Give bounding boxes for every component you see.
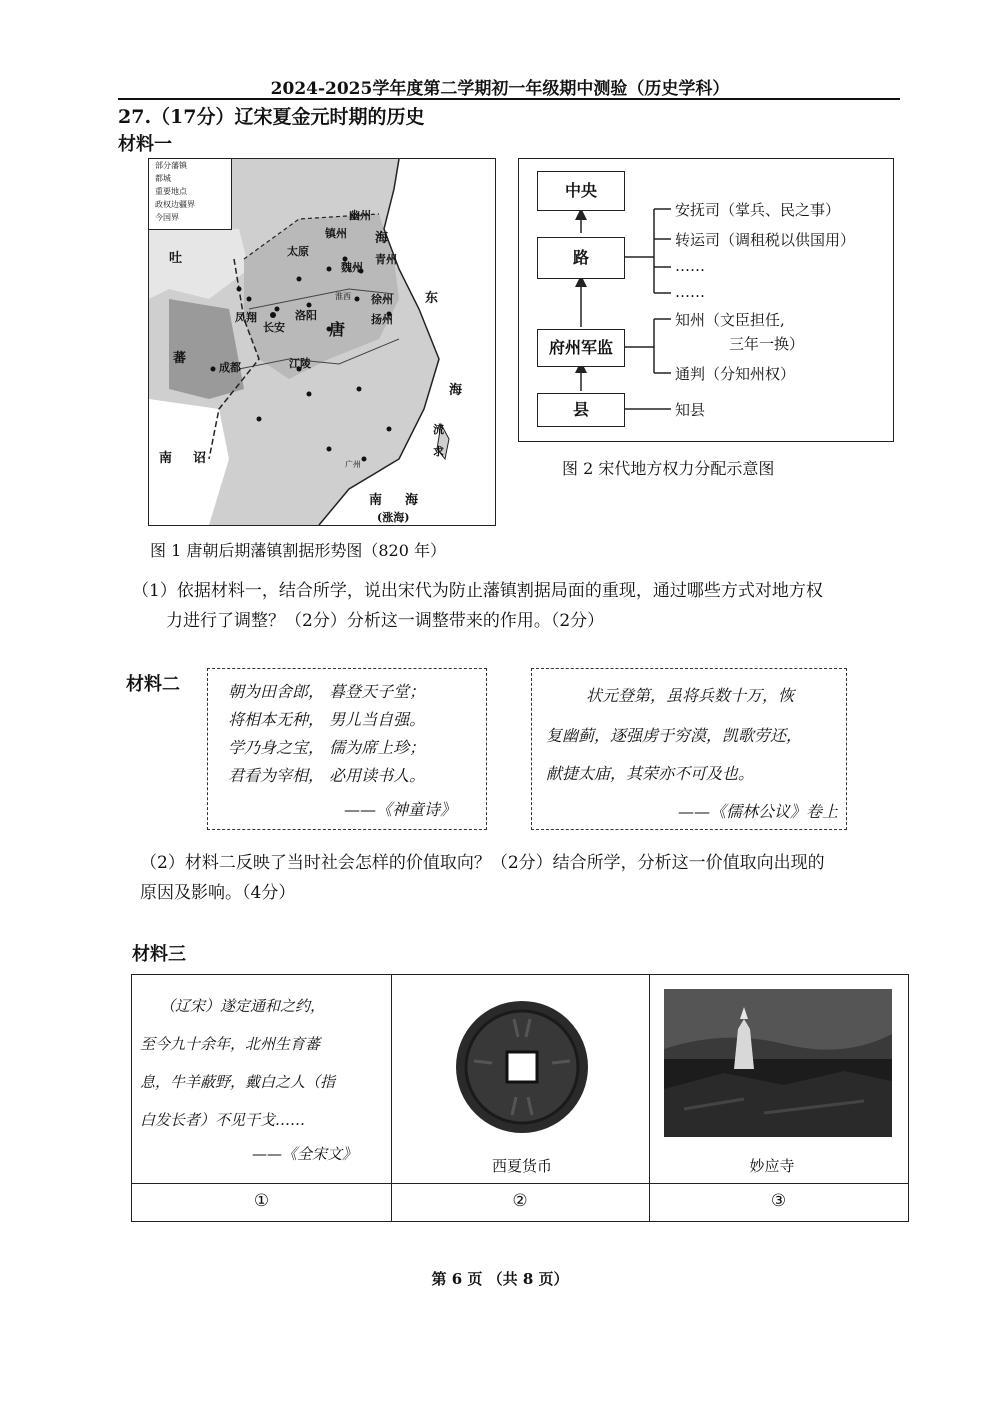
m3-text-line3: 息，牛羊蔽野，戴白之人（指 [140, 1073, 336, 1091]
prose-source: ——《儒林公议》卷上 [678, 802, 839, 821]
box-lu: 路 [537, 237, 625, 279]
prose-line-2: 复幽蓟，逐强虏于穷漠，凯歌劳还， [546, 726, 803, 745]
map-label-nan: 南 [159, 451, 173, 466]
question-title: 27.（17分）辽宋夏金元时期的历史 [118, 106, 425, 128]
map-label-dong: 东 [425, 291, 439, 306]
map-label-luoyang: 洛阳 [295, 309, 317, 322]
legend-didian: 重要地点 [155, 187, 187, 196]
table-row-divider [132, 1183, 908, 1184]
poem-box [207, 668, 487, 830]
lu-item-ellipsis1: …… [675, 257, 705, 275]
map-label-yangzhou: 扬州 [371, 313, 393, 326]
m3-text-line2: 至今九十余年，北州生育蕃 [140, 1035, 321, 1053]
map-label-liuqiu1: 流 [433, 423, 444, 436]
map-legend [149, 159, 232, 230]
map-label-youzhou: 幽州 [349, 209, 371, 222]
legend-ducheng: 都城 [155, 174, 171, 183]
num-1: ① [253, 1191, 270, 1211]
miaoying-temple-image [664, 989, 892, 1137]
material1-label: 材料一 [118, 134, 172, 155]
map-label-chengdu: 成都 [219, 361, 241, 374]
map-label-huaxi: 淮西 [335, 292, 351, 301]
table-divider-2 [649, 975, 650, 1221]
map-label-nanhai1: 南 [369, 493, 383, 508]
coin-caption: 西夏货币 [491, 1157, 552, 1175]
map-label-fengxiang: 凤翔 [235, 311, 257, 324]
xian-item-zhixian: 知县 [675, 401, 706, 419]
q1-line2: 力进行了调整？（2分）分析这一调整带来的作用。（2分） [166, 611, 605, 631]
map-label-zhenzhou: 镇州 [325, 227, 347, 240]
poem-line-1: 朝为田舍郎， 暮登天子堂； [228, 682, 426, 701]
q2-line1: （2）材料二反映了当时社会怎样的价值取向？（2分）结合所学，分析这一价值取向出现的 [140, 853, 825, 873]
table-divider-1 [391, 975, 392, 1221]
song-power-diagram [518, 158, 894, 442]
fu-item-zhizhou-cont: 三年一换） [729, 335, 805, 353]
material3-table [131, 974, 909, 1222]
m3-text-line4: 白发长者）不见干戈…… [140, 1111, 306, 1129]
map-label-qingzhou: 青州 [375, 253, 397, 266]
q1-line1: （1）依据材料一，结合所学，说出宋代为防止藩镇割据局面的重现，通过哪些方式对地方权 [132, 581, 823, 601]
fu-item-zhizhou: 知州（文臣担任, [675, 311, 785, 329]
q2-line2: 原因及影响。（4分） [140, 883, 296, 903]
poem-line-3: 学乃身之宝， 儒为席上珍； [228, 738, 426, 757]
map-label-changan: 长安 [263, 321, 285, 334]
xixia-coin-image [452, 997, 592, 1137]
map-label-bohai: 海 [375, 231, 389, 246]
header-rule [118, 98, 900, 100]
lu-item-ellipsis2: …… [675, 283, 705, 301]
map-label-jiangling: 江陵 [289, 357, 311, 370]
map-label-weizhou: 魏州 [341, 261, 363, 274]
lu-item-anfusi: 安抚司（掌兵、民之事） [675, 201, 841, 219]
box-fuzhou: 府州军监 [537, 329, 625, 367]
m3-text-line1: （辽宋）遂定通和之约， [160, 997, 326, 1015]
map-caption: 图 1 唐朝后期藩镇割据形势图（820 年） [150, 541, 446, 560]
poem-line-2: 将相本无种， 男儿当自强。 [228, 710, 426, 729]
legend-jiangjie: 政权边疆界 [155, 200, 195, 209]
map-label-xuzhou: 徐州 [371, 293, 393, 306]
num-2: ② [512, 1191, 528, 1211]
material3-label: 材料三 [132, 944, 186, 965]
map-label-guangzhou: 广州 [345, 460, 361, 469]
map-label-zhanghai: (涨海) [377, 511, 410, 524]
legend-fanzhen: 部分藩镇 [155, 161, 187, 170]
material2-label: 材料二 [126, 674, 180, 695]
page-footer: 第 6 页 （共 8 页） [431, 1270, 569, 1288]
map-label-nanhai2: 海 [405, 493, 419, 508]
diagram-caption: 图 2 宋代地方权力分配示意图 [562, 459, 775, 478]
map-label-taiyuan: 太原 [287, 245, 309, 258]
map-label-zhao: 诏 [193, 451, 207, 466]
box-xian: 县 [537, 393, 625, 427]
num-3: ③ [770, 1191, 787, 1211]
prose-box [531, 668, 847, 830]
map-label-liuqiu2: 求 [433, 445, 444, 458]
prose-line-1: 状元登第，虽将兵数十万，恢 [586, 686, 795, 705]
m3-source: ——《全宋文》 [252, 1145, 358, 1163]
map-label-haie: 海 [449, 383, 463, 398]
legend-guojie: 今国界 [155, 213, 179, 222]
map-label-tu: 吐 [169, 251, 183, 266]
temple-caption: 妙应寺 [749, 1157, 795, 1175]
poem-source: ——《神童诗》 [344, 800, 457, 819]
box-central: 中央 [537, 171, 625, 211]
map-label-bo: 蕃 [173, 351, 187, 366]
exam-header: 2024-2025学年度第二学期初一年级期中测验（历史学科） [270, 79, 730, 99]
poem-line-4: 君看为宰相， 必用读书人。 [228, 766, 426, 785]
fu-item-tongpan: 通判（分知州权） [675, 365, 796, 383]
prose-line-3: 献捷太庙，其荣亦不可及也。 [546, 764, 755, 783]
lu-item-zhuanyunsi: 转运司（调租税以供国用） [675, 231, 856, 249]
tang-map [148, 158, 496, 526]
map-label-tang: 唐 [329, 320, 346, 339]
